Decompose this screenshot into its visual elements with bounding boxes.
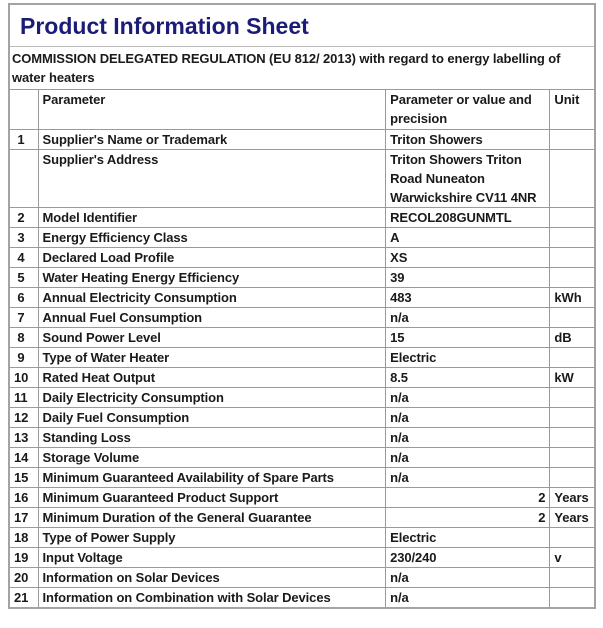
unit-label bbox=[550, 528, 594, 548]
subtitle-section bbox=[10, 47, 594, 90]
unit-label bbox=[550, 348, 594, 368]
table-row bbox=[10, 228, 594, 248]
table-row bbox=[10, 508, 594, 528]
table-row bbox=[10, 130, 594, 150]
table-row bbox=[10, 528, 594, 548]
row-number: 8 bbox=[10, 328, 38, 348]
unit-label bbox=[550, 568, 594, 588]
row-number bbox=[10, 150, 38, 208]
parameter-value: 39 bbox=[386, 268, 550, 288]
unit-label: v bbox=[550, 548, 594, 568]
parameter-name: Type of Power Supply bbox=[38, 528, 386, 548]
parameter-value: n/a bbox=[386, 448, 550, 468]
parameter-value: n/a bbox=[386, 568, 550, 588]
unit-label bbox=[550, 468, 594, 488]
parameter-value: n/a bbox=[386, 388, 550, 408]
parameter-value: 2 bbox=[386, 508, 550, 528]
parameter-value: n/a bbox=[386, 308, 550, 328]
parameter-value: A bbox=[386, 228, 550, 248]
row-number: 6 bbox=[10, 288, 38, 308]
parameter-name: Minimum Duration of the General Guarantee bbox=[38, 508, 386, 528]
unit-label: kW bbox=[550, 368, 594, 388]
parameter-name: Storage Volume bbox=[38, 448, 386, 468]
product-information-sheet bbox=[8, 3, 596, 609]
unit-label bbox=[550, 308, 594, 328]
row-number: 3 bbox=[10, 228, 38, 248]
table-row bbox=[10, 208, 594, 228]
row-number: 17 bbox=[10, 508, 38, 528]
parameter-value: Electric bbox=[386, 528, 550, 548]
column-header-parameter: Parameter bbox=[38, 90, 386, 130]
parameter-name: Information on Combination with Solar Devices bbox=[38, 588, 386, 608]
parameter-value: 483 bbox=[386, 288, 550, 308]
table-row bbox=[10, 248, 594, 268]
table-row bbox=[10, 448, 594, 468]
row-number: 12 bbox=[10, 408, 38, 428]
parameter-value: n/a bbox=[386, 428, 550, 448]
table-row bbox=[10, 468, 594, 488]
parameter-value: RECOL208GUNMTL bbox=[386, 208, 550, 228]
parameter-name: Annual Fuel Consumption bbox=[38, 308, 386, 328]
parameter-name: Energy Efficiency Class bbox=[38, 228, 386, 248]
row-number: 4 bbox=[10, 248, 38, 268]
table-row bbox=[10, 548, 594, 568]
row-number: 10 bbox=[10, 368, 38, 388]
parameter-value: n/a bbox=[386, 588, 550, 608]
unit-label bbox=[550, 208, 594, 228]
product-table-body bbox=[10, 130, 594, 608]
row-number: 20 bbox=[10, 568, 38, 588]
parameter-value: n/a bbox=[386, 408, 550, 428]
unit-label bbox=[550, 408, 594, 428]
parameter-name: Type of Water Heater bbox=[38, 348, 386, 368]
table-row bbox=[10, 348, 594, 368]
table-row bbox=[10, 308, 594, 328]
unit-label: Years bbox=[550, 508, 594, 528]
table-row bbox=[10, 328, 594, 348]
column-header-blank bbox=[10, 90, 38, 130]
row-number: 1 bbox=[10, 130, 38, 150]
parameter-name: Model Identifier bbox=[38, 208, 386, 228]
unit-label: Years bbox=[550, 488, 594, 508]
row-number: 14 bbox=[10, 448, 38, 468]
row-number: 13 bbox=[10, 428, 38, 448]
parameter-name: Daily Electricity Consumption bbox=[38, 388, 386, 408]
parameter-value: Triton Showers bbox=[386, 130, 550, 150]
parameter-name: Standing Loss bbox=[38, 428, 386, 448]
row-number: 16 bbox=[10, 488, 38, 508]
parameter-value: Electric bbox=[386, 348, 550, 368]
table-row bbox=[10, 150, 594, 208]
row-number: 21 bbox=[10, 588, 38, 608]
table-row bbox=[10, 368, 594, 388]
unit-label bbox=[550, 130, 594, 150]
parameter-value: Triton Showers Triton Road Nuneaton Warwickshire CV11 4NR bbox=[386, 150, 550, 208]
parameter-value: 15 bbox=[386, 328, 550, 348]
row-number: 9 bbox=[10, 348, 38, 368]
unit-label: kWh bbox=[550, 288, 594, 308]
regulation-subtitle: COMMISSION DELEGATED REGULATION (EU 812/ 2013) with regard to energy labelling of water heaters bbox=[12, 51, 561, 85]
parameter-value: XS bbox=[386, 248, 550, 268]
row-number: 7 bbox=[10, 308, 38, 328]
row-number: 5 bbox=[10, 268, 38, 288]
parameter-name: Sound Power Level bbox=[38, 328, 386, 348]
unit-label bbox=[550, 150, 594, 208]
table-row bbox=[10, 268, 594, 288]
row-number: 19 bbox=[10, 548, 38, 568]
table-row bbox=[10, 408, 594, 428]
unit-label bbox=[550, 388, 594, 408]
parameter-value: 2 bbox=[386, 488, 550, 508]
row-number: 2 bbox=[10, 208, 38, 228]
table-row bbox=[10, 488, 594, 508]
parameter-name: Supplier's Name or Trademark bbox=[38, 130, 386, 150]
table-row bbox=[10, 388, 594, 408]
table-row bbox=[10, 588, 594, 608]
row-number: 15 bbox=[10, 468, 38, 488]
table-row bbox=[10, 568, 594, 588]
title-section bbox=[10, 5, 594, 47]
parameter-name: Rated Heat Output bbox=[38, 368, 386, 388]
table-header-row bbox=[10, 90, 594, 130]
parameter-name: Annual Electricity Consumption bbox=[38, 288, 386, 308]
parameter-value: 230/240 bbox=[386, 548, 550, 568]
column-header-unit: Unit bbox=[550, 90, 594, 130]
column-header-value: Parameter or value and precision bbox=[386, 90, 550, 130]
parameter-name: Minimum Guaranteed Availability of Spare Parts bbox=[38, 468, 386, 488]
unit-label bbox=[550, 448, 594, 468]
row-number: 11 bbox=[10, 388, 38, 408]
unit-label bbox=[550, 428, 594, 448]
parameter-value: 8.5 bbox=[386, 368, 550, 388]
parameter-name: Water Heating Energy Efficiency bbox=[38, 268, 386, 288]
unit-label bbox=[550, 268, 594, 288]
parameter-name: Daily Fuel Consumption bbox=[38, 408, 386, 428]
table-row bbox=[10, 288, 594, 308]
parameter-name: Declared Load Profile bbox=[38, 248, 386, 268]
parameter-value: n/a bbox=[386, 468, 550, 488]
parameter-name: Input Voltage bbox=[38, 548, 386, 568]
unit-label bbox=[550, 248, 594, 268]
unit-label: dB bbox=[550, 328, 594, 348]
page-title: Product Information Sheet bbox=[20, 13, 309, 39]
parameter-name: Minimum Guaranteed Product Support bbox=[38, 488, 386, 508]
product-parameters-table bbox=[10, 90, 594, 607]
parameter-name: Information on Solar Devices bbox=[38, 568, 386, 588]
unit-label bbox=[550, 228, 594, 248]
row-number: 18 bbox=[10, 528, 38, 548]
unit-label bbox=[550, 588, 594, 608]
parameter-name: Supplier's Address bbox=[38, 150, 386, 208]
table-row bbox=[10, 428, 594, 448]
